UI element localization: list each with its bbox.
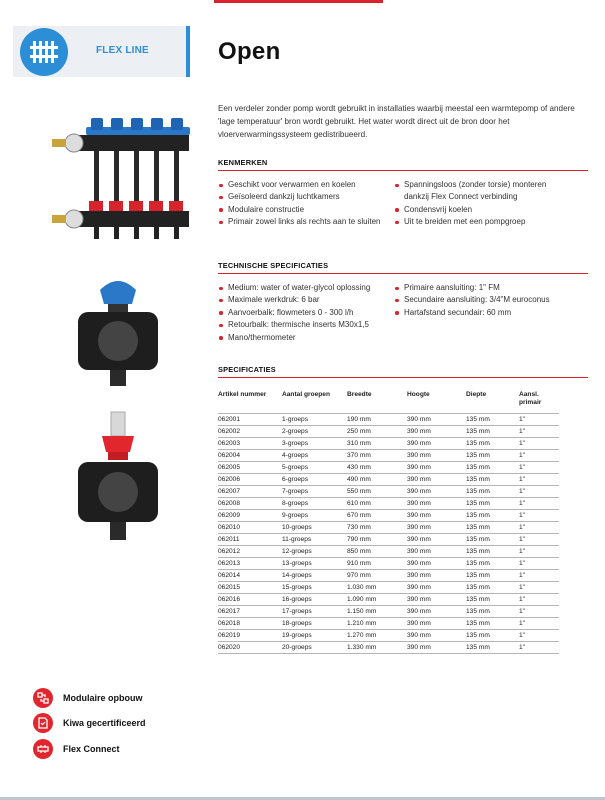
- table-cell: 390 mm: [407, 643, 431, 651]
- specificaties-heading: SPECIFICATIES: [218, 365, 276, 374]
- table-cell: 1": [519, 487, 526, 495]
- table-cell: 7-groeps: [282, 487, 309, 495]
- table-cell: 190 mm: [347, 415, 371, 423]
- technische-list-left: [219, 282, 391, 344]
- table-cell: 390 mm: [407, 451, 431, 459]
- table-cell: 1": [519, 643, 526, 651]
- feature-label: Modulaire opbouw: [63, 693, 143, 703]
- table-cell: 12-groeps: [282, 547, 312, 555]
- table-cell: 062019: [218, 631, 241, 639]
- modular-icon: [33, 688, 53, 708]
- table-cell: 970 mm: [347, 571, 371, 579]
- table-cell: 390 mm: [407, 559, 431, 567]
- table-cell: 135 mm: [466, 451, 490, 459]
- col-header: Hoogte: [407, 391, 430, 398]
- table-cell: 1.030 mm: [347, 583, 377, 591]
- table-cell: 850 mm: [347, 547, 371, 555]
- col-header: Breedte: [347, 391, 372, 398]
- table-cell: 1.270 mm: [347, 631, 377, 639]
- table-cell: 135 mm: [466, 463, 490, 471]
- table-cell: 062012: [218, 547, 241, 555]
- table-cell: 390 mm: [407, 439, 431, 447]
- list-item: Maximale werkdruk: 6 bar: [219, 294, 391, 306]
- technische-list-right: [395, 282, 575, 319]
- table-cell: 062020: [218, 643, 241, 651]
- table-cell: 13-groeps: [282, 559, 312, 567]
- table-cell: 135 mm: [466, 487, 490, 495]
- table-row: [218, 581, 559, 593]
- table-cell: 1": [519, 571, 526, 579]
- table-cell: 550 mm: [347, 487, 371, 495]
- table-cell: 135 mm: [466, 595, 490, 603]
- table-cell: 790 mm: [347, 535, 371, 543]
- table-cell: 1": [519, 559, 526, 567]
- col-header: Aansl. primair: [519, 391, 542, 406]
- badge-label: FLEX LINE: [96, 45, 149, 56]
- table-row: [218, 461, 559, 473]
- table-cell: 1": [519, 475, 526, 483]
- table-row: [218, 557, 559, 569]
- table-cell: 135 mm: [466, 535, 490, 543]
- feature-certified: [33, 712, 233, 734]
- table-cell: 062018: [218, 619, 241, 627]
- connect-icon: [33, 739, 53, 759]
- table-cell: 1.090 mm: [347, 595, 377, 603]
- kenmerken-list-left: [219, 179, 384, 229]
- badge-accent: [186, 26, 190, 77]
- table-cell: 1": [519, 619, 526, 627]
- table-cell: 390 mm: [407, 535, 431, 543]
- table-cell: 135 mm: [466, 643, 490, 651]
- table-cell: 135 mm: [466, 511, 490, 519]
- table-cell: 1.150 mm: [347, 607, 377, 615]
- table-row: [218, 545, 559, 557]
- table-cell: 062006: [218, 475, 241, 483]
- table-cell: 062011: [218, 535, 240, 543]
- kenmerken-list-right: [395, 179, 565, 229]
- table-cell: 135 mm: [466, 583, 490, 591]
- table-cell: 18-groeps: [282, 619, 312, 627]
- table-header-row: [218, 391, 559, 413]
- table-cell: 310 mm: [347, 439, 371, 447]
- list-item: Geïsoleerd dankzij luchtkamers: [219, 191, 384, 203]
- table-row: [218, 533, 559, 545]
- table-row: [218, 605, 559, 617]
- list-item: Mano/thermometer: [219, 332, 391, 344]
- table-cell: 135 mm: [466, 427, 490, 435]
- thermal-insert-image: [72, 270, 164, 390]
- list-item: Secundaire aansluiting: 3/4"M euroconus: [395, 294, 575, 306]
- table-row: [218, 425, 559, 437]
- table-cell: 1": [519, 547, 526, 555]
- table-cell: 390 mm: [407, 487, 431, 495]
- feature-modular: [33, 687, 233, 709]
- table-cell: 1.330 mm: [347, 643, 377, 651]
- table-row: [218, 497, 559, 509]
- table-cell: 4-groeps: [282, 451, 309, 459]
- table-cell: 390 mm: [407, 463, 431, 471]
- table-cell: 2-groeps: [282, 427, 309, 435]
- table-cell: 390 mm: [407, 475, 431, 483]
- table-cell: 390 mm: [407, 607, 431, 615]
- table-cell: 062009: [218, 511, 241, 519]
- table-cell: 1": [519, 535, 526, 543]
- table-cell: 370 mm: [347, 451, 371, 459]
- table-cell: 390 mm: [407, 571, 431, 579]
- manifold-product-image: [44, 113, 194, 253]
- table-cell: 1": [519, 583, 526, 591]
- table-row: [218, 521, 559, 533]
- list-item: Aanvoerbalk: flowmeters 0 - 300 l/h: [219, 307, 391, 319]
- table-cell: 135 mm: [466, 439, 490, 447]
- table-cell: 135 mm: [466, 475, 490, 483]
- table-cell: 062004: [218, 451, 241, 459]
- table-cell: 14-groeps: [282, 571, 312, 579]
- table-cell: 390 mm: [407, 631, 431, 639]
- table-cell: 062002: [218, 427, 241, 435]
- table-cell: 1": [519, 523, 526, 531]
- table-cell: 062017: [218, 607, 241, 615]
- table-cell: 062005: [218, 463, 241, 471]
- table-cell: 1": [519, 427, 526, 435]
- list-item: Medium: water of water-glycol oplossing: [219, 282, 391, 294]
- page-title: Open: [218, 38, 281, 65]
- table-cell: 730 mm: [347, 523, 371, 531]
- manifold-logo-icon: [20, 28, 68, 76]
- table-cell: 1.210 mm: [347, 619, 377, 627]
- table-cell: 390 mm: [407, 427, 431, 435]
- table-cell: 390 mm: [407, 619, 431, 627]
- table-cell: 135 mm: [466, 523, 490, 531]
- table-cell: 430 mm: [347, 463, 371, 471]
- table-cell: 910 mm: [347, 559, 371, 567]
- table-cell: 5-groeps: [282, 463, 309, 471]
- table-cell: 8-groeps: [282, 499, 309, 507]
- col-header: Artikel nummer: [218, 391, 267, 398]
- table-cell: 15-groeps: [282, 583, 312, 591]
- feature-label: Flex Connect: [63, 744, 120, 754]
- table-cell: 490 mm: [347, 475, 371, 483]
- specificaties-divider: [218, 377, 588, 378]
- table-cell: 10-groeps: [282, 523, 312, 531]
- list-item: Modulaire constructie: [219, 204, 384, 216]
- table-cell: 135 mm: [466, 631, 490, 639]
- table-cell: 390 mm: [407, 547, 431, 555]
- technische-heading: TECHNISCHE SPECIFICATIES: [218, 261, 329, 270]
- table-row: [218, 629, 559, 641]
- table-cell: 390 mm: [407, 595, 431, 603]
- table-cell: 1": [519, 451, 526, 459]
- col-header: Aantal groepen: [282, 391, 330, 398]
- table-cell: 3-groeps: [282, 439, 309, 447]
- table-cell: 390 mm: [407, 415, 431, 423]
- table-cell: 390 mm: [407, 511, 431, 519]
- table-cell: 17-groeps: [282, 607, 312, 615]
- list-item: Uit te breiden met een pompgroep: [395, 216, 565, 228]
- list-item: Retourbalk: thermische inserts M30x1,5: [219, 319, 391, 331]
- table-row: [218, 473, 559, 485]
- list-item: Primair zowel links als rechts aan te sluiten: [219, 216, 384, 228]
- table-cell: 19-groeps: [282, 631, 312, 639]
- flowmeter-insert-image: [72, 410, 164, 545]
- table-cell: 9-groeps: [282, 511, 309, 519]
- table-row: [218, 437, 559, 449]
- col-header: Diepte: [466, 391, 487, 398]
- table-row: [218, 617, 559, 629]
- table-cell: 1": [519, 595, 526, 603]
- table-row: [218, 485, 559, 497]
- table-cell: 135 mm: [466, 415, 490, 423]
- table-row: [218, 509, 559, 521]
- table-row: [218, 413, 559, 425]
- table-cell: 135 mm: [466, 499, 490, 507]
- table-cell: 390 mm: [407, 583, 431, 591]
- table-cell: 062010: [218, 523, 241, 531]
- feature-label: Kiwa gecertificeerd: [63, 718, 146, 728]
- kenmerken-divider: [218, 170, 588, 171]
- list-item: Spanningsloos (zonder torsie) monteren dankzij Flex Connect verbinding: [395, 179, 565, 204]
- specifications-table: [218, 391, 559, 654]
- table-cell: 1": [519, 511, 526, 519]
- table-cell: 250 mm: [347, 427, 371, 435]
- list-item: Hartafstand secundair: 60 mm: [395, 307, 575, 319]
- top-accent-bar: [214, 0, 383, 3]
- table-cell: 390 mm: [407, 499, 431, 507]
- table-cell: 062016: [218, 595, 241, 603]
- table-cell: 11-groeps: [282, 535, 312, 543]
- table-cell: 135 mm: [466, 559, 490, 567]
- table-cell: 062013: [218, 559, 241, 567]
- table-row: [218, 449, 559, 461]
- intro-paragraph: Een verdeler zonder pomp wordt gebruikt in installaties waarbij meestal een warmtepomp of andere 'lage temperatuur' bron wordt gebruikt. Het water wordt direct uit de bron door het vloerverwarmingssysteem gedistribueerd.: [218, 104, 575, 139]
- table-cell: 135 mm: [466, 571, 490, 579]
- table-cell: 062015: [218, 583, 241, 591]
- table-row: [218, 593, 559, 605]
- table-cell: 1-groeps: [282, 415, 309, 423]
- list-item: Condensvrij koelen: [395, 204, 565, 216]
- table-cell: 1": [519, 631, 526, 639]
- table-cell: 16-groeps: [282, 595, 312, 603]
- table-cell: 1": [519, 439, 526, 447]
- table-cell: 062014: [218, 571, 241, 579]
- list-item: Geschikt voor verwarmen en koelen: [219, 179, 384, 191]
- table-cell: 610 mm: [347, 499, 371, 507]
- table-row: [218, 641, 559, 653]
- table-cell: 1": [519, 499, 526, 507]
- table-cell: 062007: [218, 487, 241, 495]
- table-cell: 1": [519, 463, 526, 471]
- technische-divider: [218, 273, 588, 274]
- table-cell: 390 mm: [407, 523, 431, 531]
- table-cell: 670 mm: [347, 511, 371, 519]
- kenmerken-heading: KENMERKEN: [218, 158, 268, 167]
- list-item: Primaire aansluiting: 1" FM: [395, 282, 575, 294]
- table-cell: 6-groeps: [282, 475, 309, 483]
- certificate-icon: [33, 713, 53, 733]
- table-cell: 135 mm: [466, 619, 490, 627]
- table-cell: 20-groeps: [282, 643, 312, 651]
- table-cell: 062001: [218, 415, 241, 423]
- table-cell: 062008: [218, 499, 241, 507]
- table-cell: 062003: [218, 439, 241, 447]
- table-cell: 1": [519, 415, 526, 423]
- table-cell: 135 mm: [466, 547, 490, 555]
- feature-connect: [33, 738, 233, 760]
- table-cell: 135 mm: [466, 607, 490, 615]
- table-cell: 1": [519, 607, 526, 615]
- table-row: [218, 569, 559, 581]
